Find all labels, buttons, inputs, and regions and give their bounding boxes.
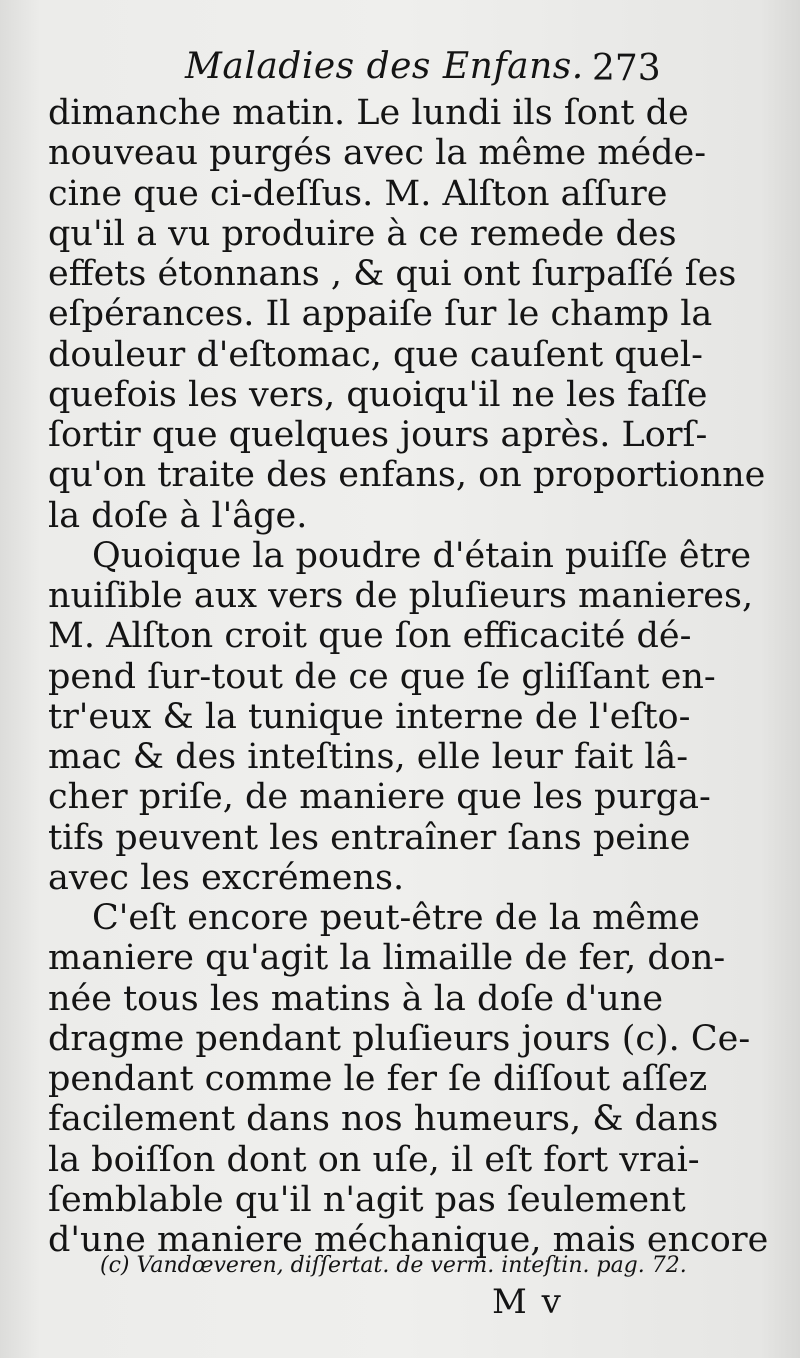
text-line: cher priſe, de maniere que les purga-: [48, 777, 711, 818]
paragraph: [48, 93, 766, 536]
page-number: 273: [592, 48, 661, 89]
text-line: nouveau purgés avec la même méde-: [48, 133, 707, 174]
paragraph: [48, 535, 754, 898]
text-line: ſemblable qu'il n'agit pas ſeulement: [48, 1179, 686, 1220]
text-line: tr'eux & la tunique interne de l'eſto-: [48, 696, 691, 737]
text-line: maniere qu'agit la limaille de fer, don-: [48, 938, 726, 979]
text-line: née tous les matins à la doſe d'une: [48, 978, 664, 1019]
text-line: facilement dans nos humeurs, & dans: [48, 1099, 719, 1140]
text-line: mac & des inteſtins, elle leur fait lâ-: [48, 737, 689, 777]
page-header: [0, 40, 800, 100]
signature-mark: M v: [492, 1282, 563, 1322]
text-line: douleur d'eſtomac, que cauſent quel-: [48, 334, 703, 375]
text-line: M. Alſton croit que ſon efficacité dé-: [48, 616, 692, 657]
text-line: avec les excrémens.: [48, 857, 405, 898]
text-line: eſpérances. Il appaiſe ſur le champ la: [48, 294, 713, 335]
text-line: tifs peuvent les entraîner ſans peine: [48, 817, 691, 858]
text-line: C'eſt encore peut-être de la même: [92, 898, 700, 938]
text-line: la boiſſon dont on uſe, il eſt fort vrai-: [48, 1139, 700, 1180]
text-line: pend ſur-tout de ce que ſe gliſſant en-: [48, 656, 716, 697]
text-line: ſortir que quelques jours après. Lorſ-: [48, 415, 708, 455]
text-line: Quoique la poudre d'étain puiſſe être: [92, 535, 752, 576]
text-line: la doſe à l'âge.: [48, 495, 308, 536]
paragraph: [48, 898, 769, 1260]
text-line: dimanche matin. Le lundi ils ſont de: [48, 93, 689, 133]
text-line: d'une maniere méchanique, mais encore: [48, 1220, 769, 1260]
text-line: nuiſible aux vers de pluſieurs manieres,: [48, 576, 754, 616]
text-line: pendant comme le fer ſe diſſout aſſez: [48, 1059, 708, 1099]
text-line: cine que ci-deſſus. M. Alſton aſſure: [48, 173, 668, 214]
text-line: qu'il a vu produire à ce remede des: [48, 213, 677, 254]
running-title: Maladies des Enfans.: [185, 46, 584, 87]
text-line: effets étonnans , & qui ont ſurpaſſé ſes: [48, 254, 737, 294]
text-line: qu'on traite des enfans, on proportionne: [48, 455, 766, 496]
footnote: (c) Vandœveren, diſſertat. de verm. inteſtin. pag. 72.: [100, 1253, 687, 1278]
text-line: dragme pendant pluſieurs jours (c). Ce-: [48, 1018, 751, 1059]
body-text: [48, 93, 769, 1260]
text-line: quefois les vers, quoiqu'il ne les faſſe: [48, 374, 708, 415]
